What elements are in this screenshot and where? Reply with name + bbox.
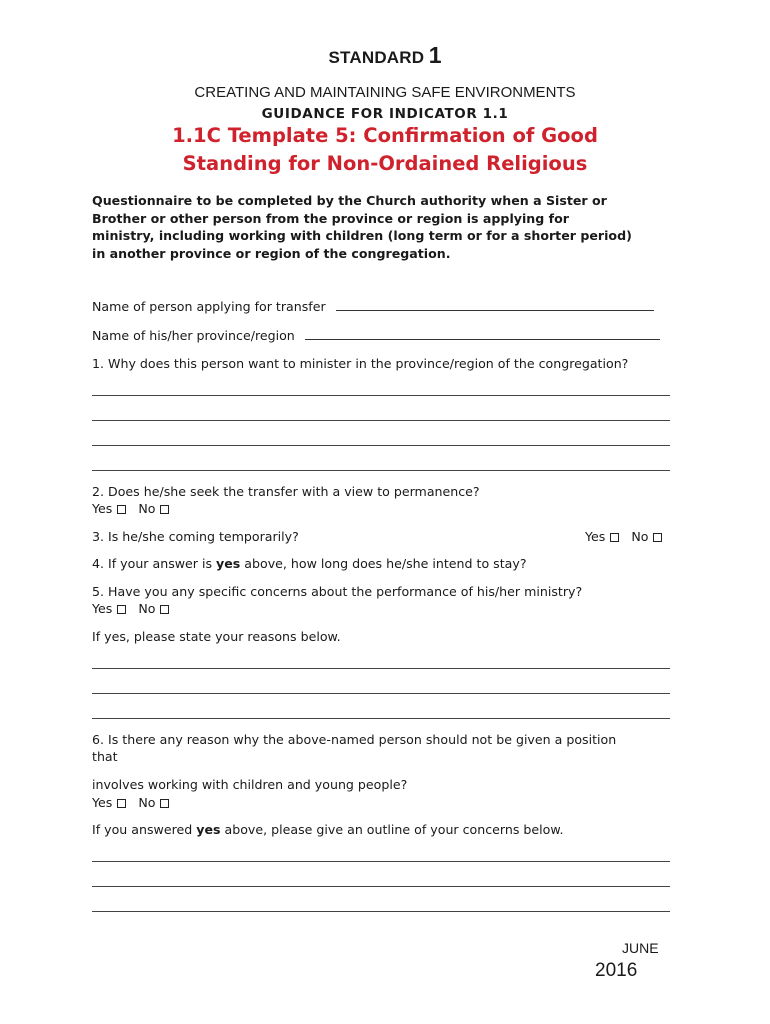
q6-no-checkbox[interactable] bbox=[160, 799, 169, 808]
yes-label: Yes bbox=[92, 501, 113, 516]
yes-label: Yes bbox=[92, 601, 113, 616]
intro-line: Brother or other person from the province or region is applying for bbox=[92, 210, 570, 226]
standard-heading bbox=[0, 42, 770, 69]
province-input[interactable] bbox=[305, 329, 660, 340]
yes-label: Yes bbox=[92, 795, 113, 810]
subtitle: CREATING AND MAINTAINING SAFE ENVIRONMENTS bbox=[194, 84, 576, 101]
yes-label: Yes bbox=[585, 529, 606, 544]
answer-line[interactable] bbox=[92, 911, 670, 912]
template-title bbox=[0, 122, 770, 178]
intro-paragraph bbox=[92, 192, 692, 262]
answer-line[interactable] bbox=[92, 445, 670, 446]
answer-line[interactable] bbox=[92, 668, 670, 669]
q6-followup-text: If you answered bbox=[92, 822, 197, 837]
q4-text: above, how long does he/she intend to stay? bbox=[240, 556, 527, 571]
template-title-line2: Standing for Non-Ordained Religious bbox=[182, 152, 588, 175]
q2-yes-checkbox[interactable] bbox=[117, 505, 126, 514]
intro-line: in another province or region of the congregation. bbox=[92, 245, 451, 261]
question-6-cont: involves working with children and young people? bbox=[92, 777, 408, 792]
footer-month: JUNE bbox=[622, 940, 659, 956]
standard-number: 1 bbox=[428, 42, 442, 68]
answer-line[interactable] bbox=[92, 395, 670, 396]
standard-word: STANDARD bbox=[328, 48, 425, 67]
q5-yes-checkbox[interactable] bbox=[117, 605, 126, 614]
no-label: No bbox=[138, 795, 156, 810]
q6-followup-text: above, please give an outline of your concerns below. bbox=[220, 822, 564, 837]
answer-line[interactable] bbox=[92, 718, 670, 719]
q6-emphasis: yes bbox=[196, 822, 221, 837]
name-field-row bbox=[92, 299, 654, 315]
no-label: No bbox=[631, 529, 649, 544]
answer-line[interactable] bbox=[92, 861, 670, 862]
q5-options bbox=[92, 601, 181, 617]
province-field-row bbox=[92, 328, 660, 344]
question-6-cont: that bbox=[92, 749, 118, 764]
q4-emphasis: yes bbox=[216, 556, 241, 571]
no-label: No bbox=[138, 601, 156, 616]
guidance-heading: GUIDANCE FOR INDICATOR 1.1 bbox=[261, 106, 509, 122]
no-label: No bbox=[138, 501, 156, 516]
question-2: 2. Does he/she seek the transfer with a view to permanence? bbox=[92, 484, 480, 499]
question-6: 6. Is there any reason why the above-named person should not be given a position bbox=[92, 732, 617, 747]
question-3: 3. Is he/she coming temporarily? bbox=[92, 529, 299, 544]
template-title-line1: 1.1C Template 5: Confirmation of Good bbox=[172, 124, 598, 147]
q3-no-checkbox[interactable] bbox=[653, 533, 662, 542]
q2-no-checkbox[interactable] bbox=[160, 505, 169, 514]
question-4 bbox=[92, 556, 527, 572]
q2-options bbox=[92, 501, 181, 517]
q6-options bbox=[92, 795, 181, 811]
intro-line: ministry, including working with children (long term or for a shorter period) bbox=[92, 228, 632, 243]
q6-followup bbox=[92, 822, 564, 838]
q5-followup: If yes, please state your reasons below. bbox=[92, 629, 341, 644]
answer-line[interactable] bbox=[92, 886, 670, 887]
footer-year: 2016 bbox=[595, 960, 638, 981]
intro-line: Questionnaire to be completed by the Church authority when a Sister or bbox=[92, 193, 607, 208]
q3-options bbox=[585, 529, 662, 545]
answer-line[interactable] bbox=[92, 420, 670, 421]
name-field-label: Name of person applying for transfer bbox=[92, 299, 326, 314]
q6-yes-checkbox[interactable] bbox=[117, 799, 126, 808]
q3-yes-checkbox[interactable] bbox=[610, 533, 619, 542]
q5-no-checkbox[interactable] bbox=[160, 605, 169, 614]
question-5: 5. Have you any specific concerns about the performance of his/her ministry? bbox=[92, 584, 583, 599]
answer-line[interactable] bbox=[92, 693, 670, 694]
province-field-label: Name of his/her province/region bbox=[92, 328, 295, 343]
name-input[interactable] bbox=[336, 300, 654, 311]
question-1: 1. Why does this person want to minister in the province/region of the congregation? bbox=[92, 356, 629, 371]
answer-line[interactable] bbox=[92, 470, 670, 471]
q4-text: 4. If your answer is bbox=[92, 556, 217, 571]
